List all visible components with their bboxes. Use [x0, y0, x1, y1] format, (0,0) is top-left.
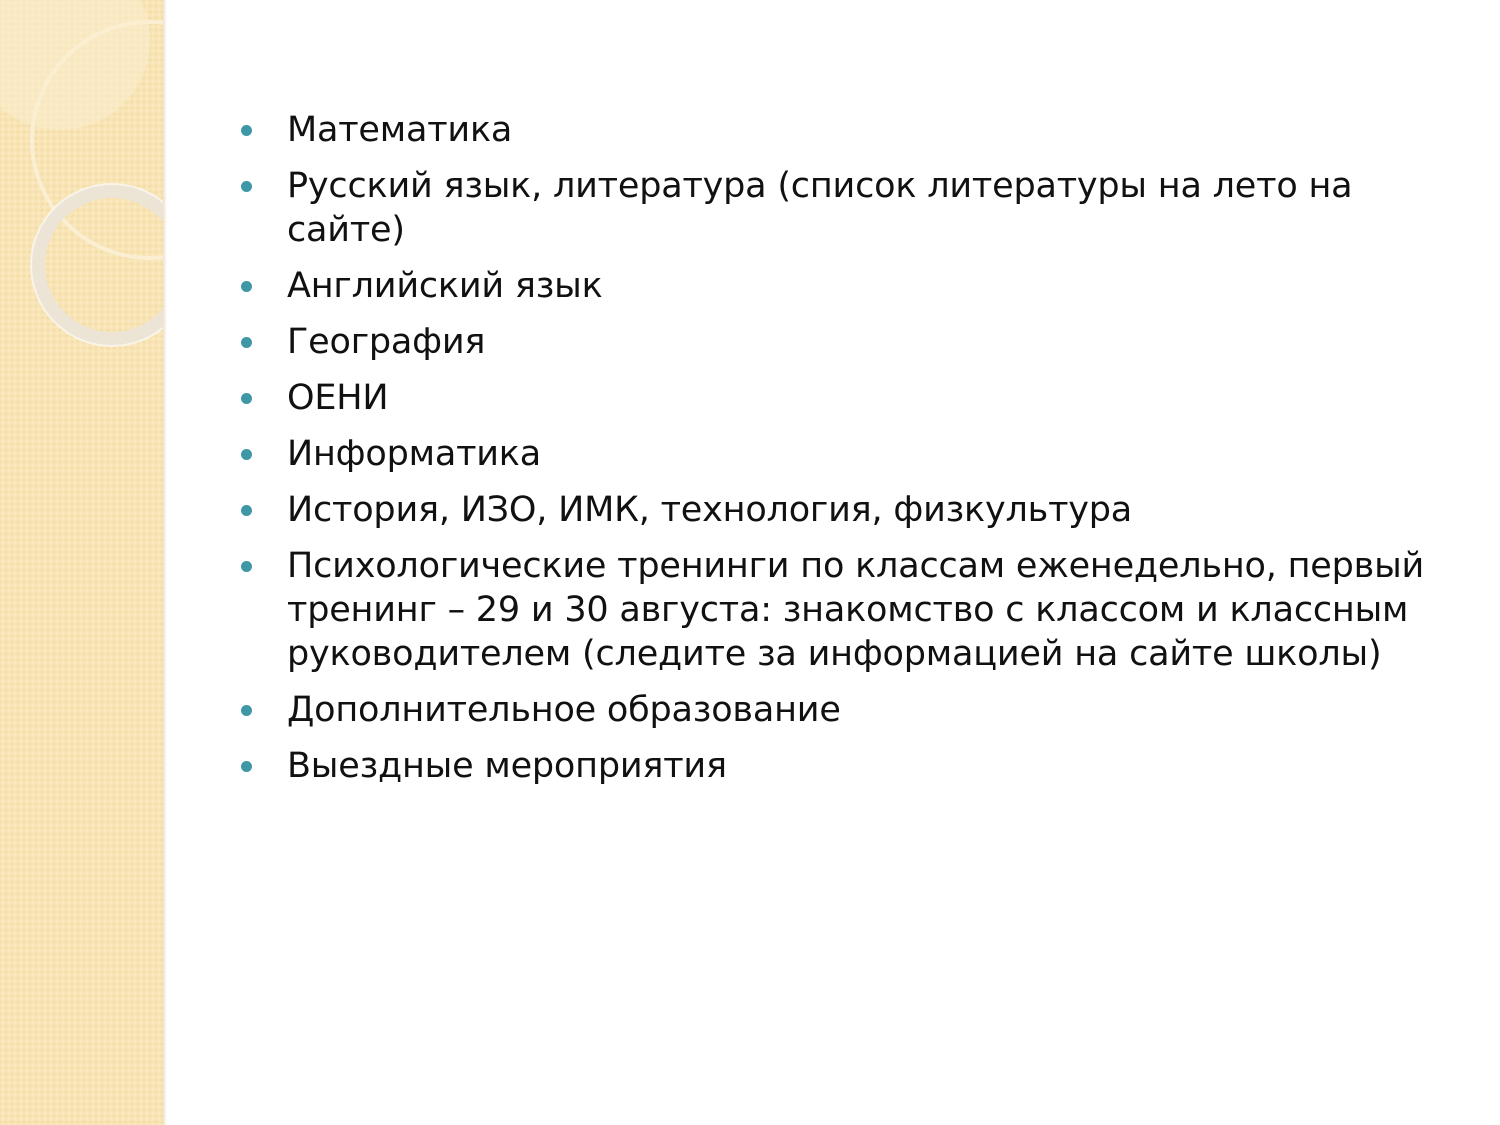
bullet-dot-icon	[241, 505, 252, 516]
list-item-text: Информатика	[287, 434, 541, 474]
bullet-dot-icon	[241, 761, 252, 772]
list-item	[238, 376, 1438, 420]
slide-content	[238, 108, 1438, 800]
list-item-text: История, ИЗО, ИМК, технология, физкультура	[287, 490, 1133, 530]
list-item-text: Русский язык, литература (список литературы на лето на сайте)	[287, 166, 1353, 250]
list-item	[238, 688, 1438, 732]
list-item	[238, 108, 1438, 152]
bullet-dot-icon	[241, 181, 252, 192]
list-item	[238, 488, 1438, 532]
bullet-dot-icon	[241, 449, 252, 460]
list-item-text: ОЕНИ	[287, 378, 389, 418]
subject-list	[238, 108, 1438, 788]
bullet-dot-icon	[241, 705, 252, 716]
list-item	[238, 164, 1438, 252]
list-item	[238, 744, 1438, 788]
list-item-text: География	[287, 322, 486, 362]
band-edge-shadow	[163, 0, 167, 1125]
list-item-text: Психологические тренинги по классам еженедельно, первый тренинг – 29 и 30 августа: знакомство с классом и классным руководителем (следите за информацией на сайте школы)	[287, 546, 1425, 674]
decorative-rings	[0, 0, 163, 400]
list-item-text: Английский язык	[287, 266, 603, 306]
bullet-dot-icon	[241, 337, 252, 348]
list-item	[238, 544, 1438, 676]
list-item	[238, 320, 1438, 364]
list-item	[238, 264, 1438, 308]
list-item-text: Выездные мероприятия	[287, 746, 727, 786]
list-item	[238, 432, 1438, 476]
list-item-text: Дополнительное образование	[287, 690, 841, 730]
bullet-dot-icon	[241, 561, 252, 572]
side-decor-band	[0, 0, 163, 1125]
bullet-dot-icon	[241, 281, 252, 292]
bullet-dot-icon	[241, 125, 252, 136]
bullet-dot-icon	[241, 393, 252, 404]
list-item-text: Математика	[287, 110, 513, 150]
